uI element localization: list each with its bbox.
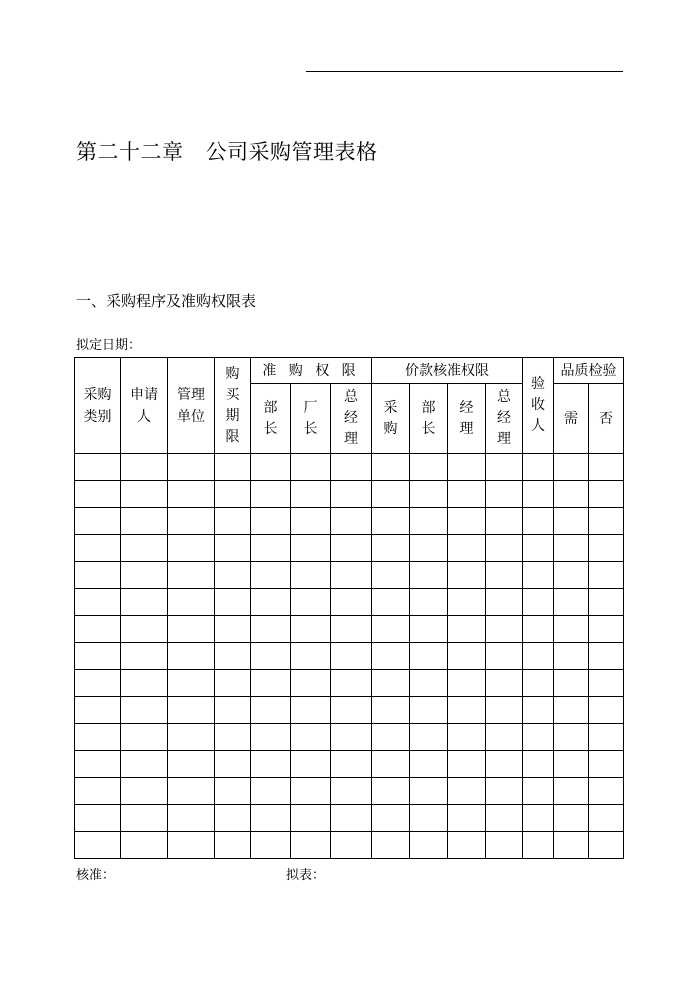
table-cell[interactable]	[121, 562, 168, 589]
purchase-authority-table	[74, 357, 624, 859]
table-cell[interactable]	[410, 643, 448, 670]
table-cell[interactable]	[291, 562, 331, 589]
table-row	[75, 481, 624, 508]
table-cell[interactable]	[589, 481, 624, 508]
table-cell[interactable]	[486, 643, 523, 670]
table-cell[interactable]	[554, 481, 589, 508]
header-approval-factory-director: 厂长	[291, 384, 331, 454]
table-cell[interactable]	[486, 832, 523, 859]
table-cell[interactable]	[291, 481, 331, 508]
table-cell[interactable]	[448, 454, 486, 481]
table-cell[interactable]	[331, 508, 372, 535]
chapter-number: 第二十二章	[76, 140, 184, 164]
table-cell[interactable]	[372, 643, 410, 670]
table-row	[75, 751, 624, 778]
table-cell[interactable]	[251, 805, 291, 832]
table-cell[interactable]	[215, 697, 251, 724]
table-row	[75, 508, 624, 535]
table-cell[interactable]	[589, 778, 624, 805]
table-cell[interactable]	[121, 751, 168, 778]
header-management-unit: 管理单位	[168, 358, 215, 454]
table-row	[75, 670, 624, 697]
table-cell[interactable]	[121, 697, 168, 724]
table-cell[interactable]	[215, 508, 251, 535]
table-cell[interactable]	[372, 832, 410, 859]
table-cell[interactable]	[486, 805, 523, 832]
table-row	[75, 832, 624, 859]
table-cell[interactable]	[448, 616, 486, 643]
drafted-date-label: 拟定日期：	[76, 338, 142, 353]
table-cell[interactable]	[448, 778, 486, 805]
table-cell[interactable]	[486, 562, 523, 589]
table-cell[interactable]	[589, 724, 624, 751]
table-cell[interactable]	[121, 454, 168, 481]
table-cell[interactable]	[121, 724, 168, 751]
table-cell[interactable]	[215, 454, 251, 481]
table-cell[interactable]	[372, 589, 410, 616]
table-cell[interactable]	[372, 454, 410, 481]
table-cell[interactable]	[251, 562, 291, 589]
table-cell[interactable]	[523, 616, 554, 643]
table-cell[interactable]	[448, 751, 486, 778]
table-cell[interactable]	[523, 508, 554, 535]
header-purchase-deadline: 购买期限	[215, 358, 251, 454]
header-row-top	[75, 358, 624, 384]
table-cell[interactable]	[589, 589, 624, 616]
table-cell[interactable]	[523, 562, 554, 589]
table-cell[interactable]	[168, 562, 215, 589]
table-cell[interactable]	[448, 535, 486, 562]
table-cell[interactable]	[589, 832, 624, 859]
table-row	[75, 778, 624, 805]
table-cell[interactable]	[372, 751, 410, 778]
table-cell[interactable]	[291, 751, 331, 778]
table-cell[interactable]	[291, 697, 331, 724]
table-cell[interactable]	[215, 832, 251, 859]
table-cell[interactable]	[523, 670, 554, 697]
table-cell[interactable]	[251, 724, 291, 751]
table-cell[interactable]	[410, 481, 448, 508]
table-cell[interactable]	[448, 589, 486, 616]
table-cell[interactable]	[589, 697, 624, 724]
table-cell[interactable]	[523, 724, 554, 751]
table-cell[interactable]	[75, 778, 121, 805]
table-cell[interactable]	[523, 589, 554, 616]
table-cell[interactable]	[121, 616, 168, 643]
table-cell[interactable]	[410, 751, 448, 778]
header-payment-general-manager: 总经理	[486, 384, 523, 454]
table-cell[interactable]	[372, 724, 410, 751]
table-cell[interactable]	[75, 535, 121, 562]
table-cell[interactable]	[251, 454, 291, 481]
table-cell[interactable]	[486, 751, 523, 778]
table-cell[interactable]	[331, 670, 372, 697]
table-cell[interactable]	[448, 805, 486, 832]
header-quality-inspection: 品质检验	[554, 358, 624, 384]
header-payment-manager: 经理	[448, 384, 486, 454]
table-cell[interactable]	[331, 724, 372, 751]
table-cell[interactable]	[251, 670, 291, 697]
table-cell[interactable]	[372, 778, 410, 805]
prepared-by-label: 拟表：	[286, 868, 326, 883]
table-cell[interactable]	[168, 589, 215, 616]
chapter-name: 公司采购管理表格	[205, 140, 378, 164]
table-cell[interactable]	[291, 805, 331, 832]
table-cell[interactable]	[372, 508, 410, 535]
table-cell[interactable]	[251, 643, 291, 670]
table-cell[interactable]	[523, 643, 554, 670]
table-cell[interactable]	[215, 535, 251, 562]
table-cell[interactable]	[215, 562, 251, 589]
table-cell[interactable]	[448, 643, 486, 670]
table-cell[interactable]	[448, 562, 486, 589]
table-cell[interactable]	[168, 724, 215, 751]
table-cell[interactable]	[251, 778, 291, 805]
table-cell[interactable]	[486, 697, 523, 724]
table-cell[interactable]	[331, 643, 372, 670]
table-cell[interactable]	[523, 535, 554, 562]
table-cell[interactable]	[215, 670, 251, 697]
table-cell[interactable]	[251, 535, 291, 562]
table-cell[interactable]	[75, 454, 121, 481]
table-cell[interactable]	[215, 643, 251, 670]
table-cell[interactable]	[215, 805, 251, 832]
table-cell[interactable]	[523, 481, 554, 508]
table-row	[75, 697, 624, 724]
header-applicant: 申请人	[121, 358, 168, 454]
table-cell[interactable]	[589, 643, 624, 670]
table-cell[interactable]	[331, 454, 372, 481]
header-rule	[306, 71, 623, 72]
table-cell[interactable]	[589, 454, 624, 481]
table-cell[interactable]	[448, 724, 486, 751]
table-row	[75, 616, 624, 643]
table-cell[interactable]	[331, 535, 372, 562]
table-cell[interactable]	[372, 670, 410, 697]
table-cell[interactable]	[554, 562, 589, 589]
table-cell[interactable]	[448, 481, 486, 508]
table-cell[interactable]	[168, 751, 215, 778]
table-cell[interactable]	[251, 616, 291, 643]
table-cell[interactable]	[215, 481, 251, 508]
table-cell[interactable]	[486, 616, 523, 643]
header-purchase-category: 采购类别	[75, 358, 121, 454]
table-cell[interactable]	[486, 778, 523, 805]
table-cell[interactable]	[291, 508, 331, 535]
table-cell[interactable]	[410, 508, 448, 535]
table-row	[75, 724, 624, 751]
table-row	[75, 643, 624, 670]
table-cell[interactable]	[410, 535, 448, 562]
table-cell[interactable]	[554, 508, 589, 535]
section-title: 一、采购程序及准购权限表	[76, 292, 257, 310]
header-quality-not-required: 否	[589, 384, 624, 454]
table-cell[interactable]	[121, 481, 168, 508]
table-cell[interactable]	[168, 670, 215, 697]
table-cell[interactable]	[410, 805, 448, 832]
table-cell[interactable]	[291, 832, 331, 859]
table-cell[interactable]	[372, 562, 410, 589]
table-cell[interactable]	[331, 805, 372, 832]
table-row	[75, 562, 624, 589]
table-cell[interactable]	[121, 778, 168, 805]
table-row	[75, 589, 624, 616]
header-quality-required: 需	[554, 384, 589, 454]
table-cell[interactable]	[589, 535, 624, 562]
table-cell[interactable]	[410, 562, 448, 589]
table-cell[interactable]	[215, 751, 251, 778]
table-cell[interactable]	[291, 589, 331, 616]
table-cell[interactable]	[523, 454, 554, 481]
table-cell[interactable]	[251, 751, 291, 778]
table-cell[interactable]	[75, 670, 121, 697]
table-cell[interactable]	[121, 832, 168, 859]
table-cell[interactable]	[523, 751, 554, 778]
table-cell[interactable]	[331, 778, 372, 805]
table-cell[interactable]	[331, 589, 372, 616]
table-cell[interactable]	[251, 697, 291, 724]
table-cell[interactable]	[554, 616, 589, 643]
table-cell[interactable]	[75, 697, 121, 724]
table-cell[interactable]	[215, 724, 251, 751]
table-cell[interactable]	[121, 643, 168, 670]
table-cell[interactable]	[331, 481, 372, 508]
table-cell[interactable]	[291, 724, 331, 751]
table-cell[interactable]	[523, 778, 554, 805]
table-cell[interactable]	[554, 724, 589, 751]
table-cell[interactable]	[589, 751, 624, 778]
table-cell[interactable]	[215, 589, 251, 616]
table-cell[interactable]	[168, 535, 215, 562]
table-cell[interactable]	[554, 751, 589, 778]
table-cell[interactable]	[448, 508, 486, 535]
table-cell[interactable]	[410, 724, 448, 751]
table-cell[interactable]	[486, 454, 523, 481]
table-cell[interactable]	[523, 697, 554, 724]
table-cell[interactable]	[554, 697, 589, 724]
table-cell[interactable]	[121, 670, 168, 697]
table-cell[interactable]	[554, 778, 589, 805]
table-row	[75, 454, 624, 481]
table-cell[interactable]	[75, 751, 121, 778]
table-cell[interactable]	[168, 805, 215, 832]
table-cell[interactable]	[331, 751, 372, 778]
table-cell[interactable]	[410, 832, 448, 859]
table-cell[interactable]	[251, 832, 291, 859]
table-cell[interactable]	[168, 616, 215, 643]
table-cell[interactable]	[554, 589, 589, 616]
header-inspector: 验收人	[523, 358, 554, 454]
table-cell[interactable]	[486, 535, 523, 562]
table-cell[interactable]	[251, 481, 291, 508]
table-cell[interactable]	[448, 670, 486, 697]
table-cell[interactable]	[121, 508, 168, 535]
approval-label: 核准：	[76, 868, 116, 883]
table-cell[interactable]	[410, 616, 448, 643]
header-approval-department-head: 部长	[251, 384, 291, 454]
table-row	[75, 805, 624, 832]
table-cell[interactable]	[331, 832, 372, 859]
table-cell[interactable]	[448, 697, 486, 724]
table-cell[interactable]	[372, 697, 410, 724]
table-cell[interactable]	[554, 670, 589, 697]
table-cell[interactable]	[486, 508, 523, 535]
table-cell[interactable]	[291, 454, 331, 481]
table-cell[interactable]	[589, 508, 624, 535]
table-cell[interactable]	[372, 805, 410, 832]
table-cell[interactable]	[554, 832, 589, 859]
table-cell[interactable]	[75, 562, 121, 589]
table-cell[interactable]	[75, 805, 121, 832]
table-cell[interactable]	[168, 778, 215, 805]
header-payment-department-head: 部长	[410, 384, 448, 454]
table-cell[interactable]	[251, 508, 291, 535]
table-cell[interactable]	[554, 535, 589, 562]
table-cell[interactable]	[168, 508, 215, 535]
table-cell[interactable]	[215, 616, 251, 643]
table-cell[interactable]	[291, 535, 331, 562]
table-cell[interactable]	[486, 670, 523, 697]
table-cell[interactable]	[372, 616, 410, 643]
table-cell[interactable]	[75, 616, 121, 643]
table-cell[interactable]	[121, 535, 168, 562]
header-approval-general-manager: 总经理	[331, 384, 372, 454]
table-cell[interactable]	[168, 697, 215, 724]
table-cell[interactable]	[75, 643, 121, 670]
table-cell[interactable]	[75, 832, 121, 859]
table-cell[interactable]	[331, 616, 372, 643]
table-cell[interactable]	[331, 697, 372, 724]
table-cell[interactable]	[589, 616, 624, 643]
table-cell[interactable]	[486, 589, 523, 616]
table-cell[interactable]	[448, 832, 486, 859]
table-cell[interactable]	[168, 454, 215, 481]
table-cell[interactable]	[291, 670, 331, 697]
table-cell[interactable]	[331, 562, 372, 589]
header-payment-purchasing: 采购	[372, 384, 410, 454]
table-cell[interactable]	[410, 589, 448, 616]
table-cell[interactable]	[168, 832, 215, 859]
table-cell[interactable]	[486, 481, 523, 508]
table-row	[75, 535, 624, 562]
table-cell[interactable]	[410, 778, 448, 805]
table-cell[interactable]	[589, 805, 624, 832]
table-cell[interactable]	[168, 481, 215, 508]
table-cell[interactable]	[554, 454, 589, 481]
header-payment-authority: 价款核准权限	[372, 358, 523, 384]
table-cell[interactable]	[75, 508, 121, 535]
table-cell[interactable]	[291, 778, 331, 805]
table-cell[interactable]	[291, 643, 331, 670]
table-cell[interactable]	[554, 805, 589, 832]
table-cell[interactable]	[372, 481, 410, 508]
table-cell[interactable]	[291, 616, 331, 643]
table-cell[interactable]	[75, 724, 121, 751]
table-cell[interactable]	[215, 778, 251, 805]
table-cell[interactable]	[523, 832, 554, 859]
table-cell[interactable]	[410, 670, 448, 697]
table-cell[interactable]	[410, 454, 448, 481]
chapter-title	[76, 137, 378, 167]
table-cell[interactable]	[75, 589, 121, 616]
table-cell[interactable]	[486, 724, 523, 751]
table-cell[interactable]	[168, 643, 215, 670]
table-cell[interactable]	[554, 643, 589, 670]
header-approval-authority: 准 购 权 限	[251, 358, 372, 384]
table-cell[interactable]	[410, 697, 448, 724]
table-cell[interactable]	[75, 481, 121, 508]
table-cell[interactable]	[121, 805, 168, 832]
table-cell[interactable]	[121, 589, 168, 616]
table-cell[interactable]	[589, 562, 624, 589]
table-cell[interactable]	[251, 589, 291, 616]
table-cell[interactable]	[372, 535, 410, 562]
table-cell[interactable]	[523, 805, 554, 832]
table-cell[interactable]	[589, 670, 624, 697]
